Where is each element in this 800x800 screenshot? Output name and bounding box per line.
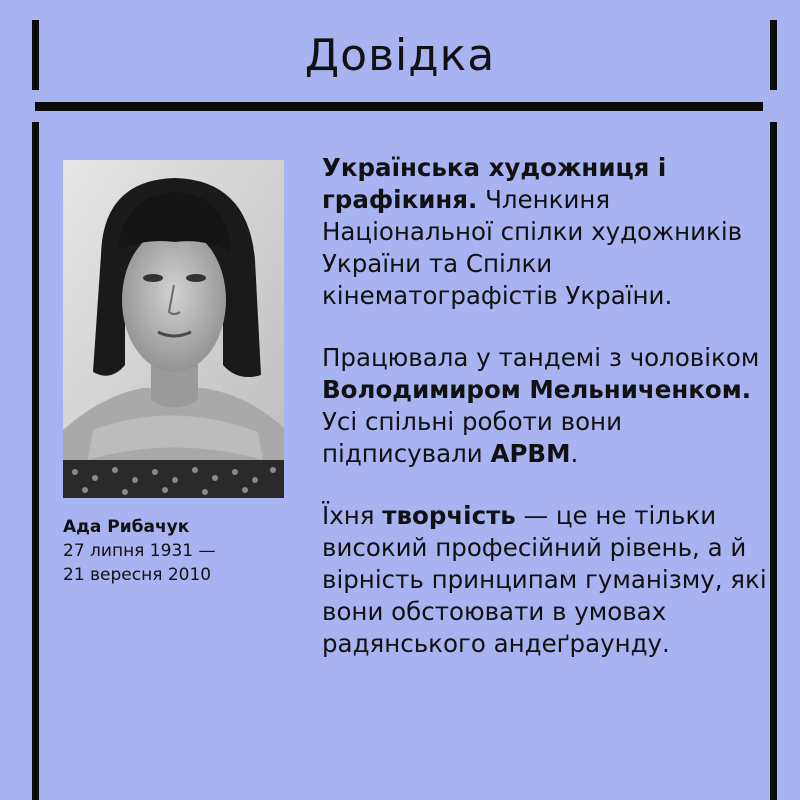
birth-date: 27 липня 1931 —	[63, 541, 216, 561]
person-name: Ада Рибачук	[63, 517, 190, 537]
header-divider	[35, 102, 763, 111]
death-date: 21 вересня 2010	[63, 565, 212, 585]
frame-left-bar	[32, 122, 39, 800]
bio-text	[322, 152, 772, 690]
bio-paragraph-1: Українська художниця і графікиня. Членкиня Національної спілки художників України та Спілки кінематографістів України.	[322, 153, 743, 310]
portrait-photo	[63, 160, 284, 498]
portrait-caption	[63, 515, 215, 587]
bio-paragraph-3: Їхня творчість — це не тільки високий професійний рівень, а й вірність принципам гуманізму, які вони обстоювати в умовах радянського андеґраунду.	[322, 501, 767, 658]
bio-paragraph-2: Працювала у тандемі з чоловіком Володимиром Мельниченком. Усі спільні роботи вони підписували АРВМ.	[322, 343, 760, 468]
page-title: Довідка	[304, 30, 496, 81]
